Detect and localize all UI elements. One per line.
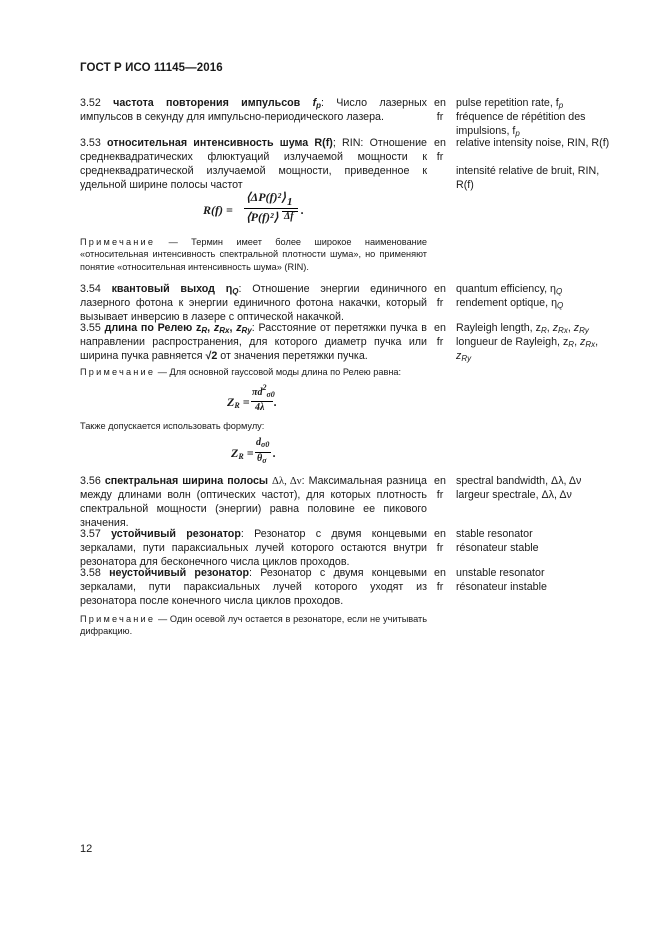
lang-en: en xyxy=(434,283,446,295)
lang-en: en xyxy=(434,97,446,109)
term: квантовый выход η xyxy=(111,283,233,295)
equivalent-fr: rendement optique, $\eta_Q$ xyxy=(456,297,564,310)
lang-fr: fr xyxy=(436,581,444,593)
page-number: 12 xyxy=(80,843,93,855)
lang-en: en xyxy=(434,137,446,149)
equivalent-en: quantum efficiency, $\eta_Q$ xyxy=(456,283,563,296)
term: относительная интенсивность шума R(f) xyxy=(107,137,333,149)
entry-3-54: 3.54 квантовый выход $\eta_Q$: Отношение энергии единичного лазерного фотона к энергии единичного фотона накачки, который вызывает инверсию в лазере с оптической накачкой. xyxy=(80,283,427,323)
equivalent-en: relative intensity noise, RIN, R(f) xyxy=(456,137,610,149)
term: неустойчивый резонатор xyxy=(109,567,250,579)
entry-3-57: 3.57 устойчивый резонатор: Резонатор с двумя концевыми зеркалами, пути параксиальных лучей которого остаются внутри резонатора для бесконечного числа циклов проходов. xyxy=(80,528,427,568)
entry-3-52: 3.52 частота повторения импульсов $f_p$: Число лазерных импульсов в секунду для импульсно-периодического лазера. xyxy=(80,97,427,123)
lang-en: en xyxy=(434,475,446,487)
term: длина по Релею z xyxy=(104,322,202,334)
equivalent-fr: largeur spectrale, Δλ, Δν xyxy=(456,489,572,501)
lang-fr: fr xyxy=(436,297,444,309)
equivalent-en: unstable resonator xyxy=(456,567,545,579)
equivalent-en: pulse repetition rate, $f_p$ xyxy=(456,97,564,110)
entry-3-53: 3.53 относительная интенсивность шума R(f); RIN: Отношение среднеквадратических флюктуаций излучаемой мощности к среднеквадратической излучаемой мощности, приведенное к удельной ширине полосы частот xyxy=(80,137,427,191)
equivalent-fr: longueur de Rayleigh, $z_R$, $z_{Rx}$, $z_{Ry}$ xyxy=(456,336,599,363)
page-header: ГОСТ Р ИСО 11145—2016 xyxy=(80,62,223,74)
note-3-53: Примечание — Термин имеет более широкое наименование «относительная интенсивность спектральной плотности шума», но применяют понятие «относительная интенсивность шума» (RIN). xyxy=(80,237,427,272)
lang-en: en xyxy=(434,567,446,579)
note-also: Также допускается использовать формулу: xyxy=(80,421,265,431)
equivalent-fr: intensité relative de bruit, RIN, R(f) xyxy=(456,165,600,191)
entry-3-55: 3.55 длина по Релею $z_R$, $z_{Rx}$, $z_{Ry}$: Расстояние от перетяжки пучка в направлении распространения, для которого диаметр пучка или ширина пучка равняется √2 от значения перетяжки пучка. xyxy=(80,322,427,362)
entry-3-56: 3.56 спектральная ширина полосы Δλ, Δν: Максимальная разница между длинами волн (оптических частот), для которых плотность спектральной мощности (энергии) равна половине ее пикового значения. xyxy=(80,475,427,529)
lang-fr: fr xyxy=(436,489,444,501)
entry-3-58: 3.58 неустойчивый резонатор: Резонатор с двумя концевыми зеркалами, пути параксиальных лучей которого уходят из резонатора после конечного числа циклов проходов. xyxy=(80,567,427,607)
equivalent-fr: résonateur instable xyxy=(456,581,547,593)
note-3-55: Примечание — Для основной гауссовой моды длина по Релею равна: xyxy=(80,367,402,377)
equivalent-en: stable resonator xyxy=(456,528,533,540)
lang-en: en xyxy=(434,528,446,540)
term: устойчивый резонатор xyxy=(111,528,241,540)
term: частота повторения импульсов xyxy=(113,97,301,109)
equivalent-en: Rayleigh length, $z_R$, $z_{Rx}$, $z_{Ry}$ xyxy=(456,322,589,335)
equivalent-fr: fréquence de répétition des impulsions, $f_p$ xyxy=(456,111,586,138)
lang-fr: fr xyxy=(436,111,444,123)
lang-fr: fr xyxy=(436,542,444,554)
equivalent-fr: résonateur stable xyxy=(456,542,539,554)
lang-fr: fr xyxy=(436,336,444,348)
equivalent-en: spectral bandwidth, Δλ, Δν xyxy=(456,475,582,487)
note-3-58: Примечание — Один осевой луч остается в резонаторе, если не учитывать дифракцию. xyxy=(80,614,427,637)
term: спектральная ширина полосы xyxy=(104,475,269,487)
lang-en: en xyxy=(434,322,446,334)
lang-fr: fr xyxy=(436,151,444,163)
